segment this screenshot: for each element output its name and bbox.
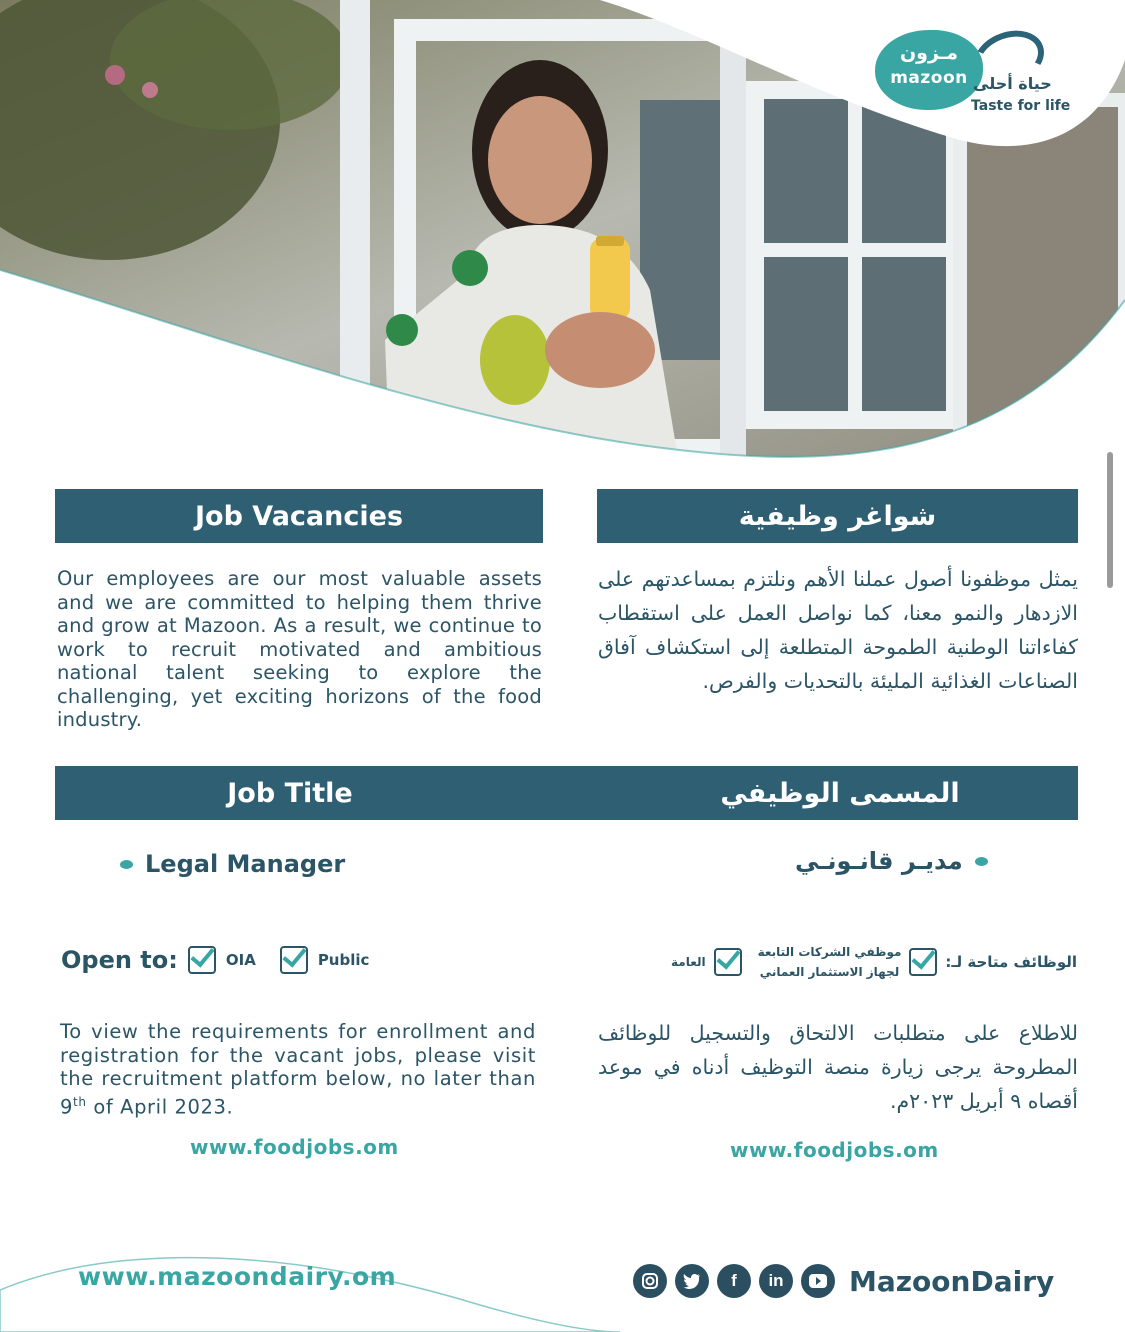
linkedin-icon[interactable]: in bbox=[759, 1264, 793, 1298]
logo-tagline-english: Taste for life bbox=[971, 98, 1071, 114]
checkmark-icon bbox=[280, 946, 308, 974]
apply-instructions bbox=[60, 1020, 536, 1119]
social-links bbox=[633, 1264, 1054, 1298]
job-title-header-arabic: المسمى الوظيفي bbox=[720, 777, 960, 809]
open-to-label: Open to: bbox=[61, 946, 178, 974]
job-title-header: Job Title bbox=[227, 777, 353, 809]
foodjobs-link[interactable]: www.foodjobs.om bbox=[190, 1135, 399, 1159]
bullet-icon bbox=[975, 857, 988, 866]
mazoon-logo bbox=[855, 22, 1071, 132]
facebook-icon[interactable]: f bbox=[717, 1264, 751, 1298]
open-to-oia-arabic-line2: لجهاز الاستثمار العماني bbox=[759, 965, 900, 979]
twitter-icon[interactable] bbox=[675, 1264, 709, 1298]
instagram-icon[interactable] bbox=[633, 1264, 667, 1298]
deadline-month-year: of April 2023. bbox=[93, 1095, 234, 1118]
vacancies-description: Our employees are our most valuable assets and we are committed to helping them thrive and grow at Mazoon. As a result, we continue to work to recruit motivated and ambitious national talent seeking to explore the challenging, yet exciting horizons of the food industry. bbox=[57, 567, 542, 731]
open-to-label-arabic: الوظائف متاحة لـ: bbox=[945, 953, 1077, 971]
hero-banner bbox=[0, 0, 1125, 470]
apply-instructions-text: To view the requirements for enrollment and registration for the vacant jobs, please visit the recruitment platform below, no later than bbox=[60, 1020, 536, 1090]
scrollbar[interactable] bbox=[1107, 452, 1113, 588]
open-to-oia: OIA bbox=[225, 951, 256, 969]
open-to-oia-arabic-line1: موظفي الشركات التابعة bbox=[757, 945, 902, 959]
website-link[interactable]: www.mazoondairy.om bbox=[78, 1262, 397, 1291]
logo-brand-arabic: مـزون bbox=[899, 42, 959, 64]
open-to-arabic bbox=[671, 942, 1077, 982]
logo-brand-english: mazoon bbox=[890, 68, 968, 88]
position-english bbox=[120, 850, 345, 878]
social-handle: MazoonDairy bbox=[849, 1264, 1055, 1298]
apply-instructions-arabic: للاطلاع على متطلبات الالتحاق والتسجيل للوظائف المطروحة يرجى زيارة منصة التوظيف أدناه في موعد أقصاه ٩ أبريل ٢٠٢٣م. bbox=[598, 1021, 1078, 1113]
vacancies-description-arabic: يمثل موظفونا أصول عملنا الأهم ونلتزم بمساعدتهم على الازدهار والنمو معنا، كما نواصل العمل على استقطاب كفاءاتنا الوطنية الطموحة المتطلعة إلى استكشاف آفاق الصناعات الغذائية المليئة بالتحديات والفرص. bbox=[598, 567, 1078, 693]
job-vacancies-header-arabic: شواغر وظيفية bbox=[597, 489, 1078, 543]
position-label: Legal Manager bbox=[145, 850, 346, 878]
checkmark-icon bbox=[188, 946, 216, 974]
foodjobs-link-arabic[interactable]: www.foodjobs.om bbox=[730, 1138, 939, 1162]
open-to-public-arabic: العامة bbox=[670, 955, 706, 969]
open-to-oia-arabic bbox=[758, 942, 902, 982]
job-vacancies-header: Job Vacancies bbox=[55, 489, 543, 543]
checkmark-icon bbox=[909, 948, 937, 976]
bullet-icon bbox=[120, 860, 133, 869]
open-to-public: Public bbox=[317, 951, 370, 969]
open-to-english bbox=[61, 946, 369, 974]
youtube-icon[interactable] bbox=[801, 1264, 835, 1298]
checkmark-icon bbox=[714, 948, 742, 976]
position-arabic bbox=[795, 847, 988, 875]
position-label-arabic: مديـر قانـونـي bbox=[795, 847, 963, 875]
deadline-day-suffix: th bbox=[73, 1094, 87, 1109]
logo-tagline-arabic: حياة أحلى bbox=[973, 74, 1052, 93]
deadline-day: 9 bbox=[60, 1095, 74, 1118]
